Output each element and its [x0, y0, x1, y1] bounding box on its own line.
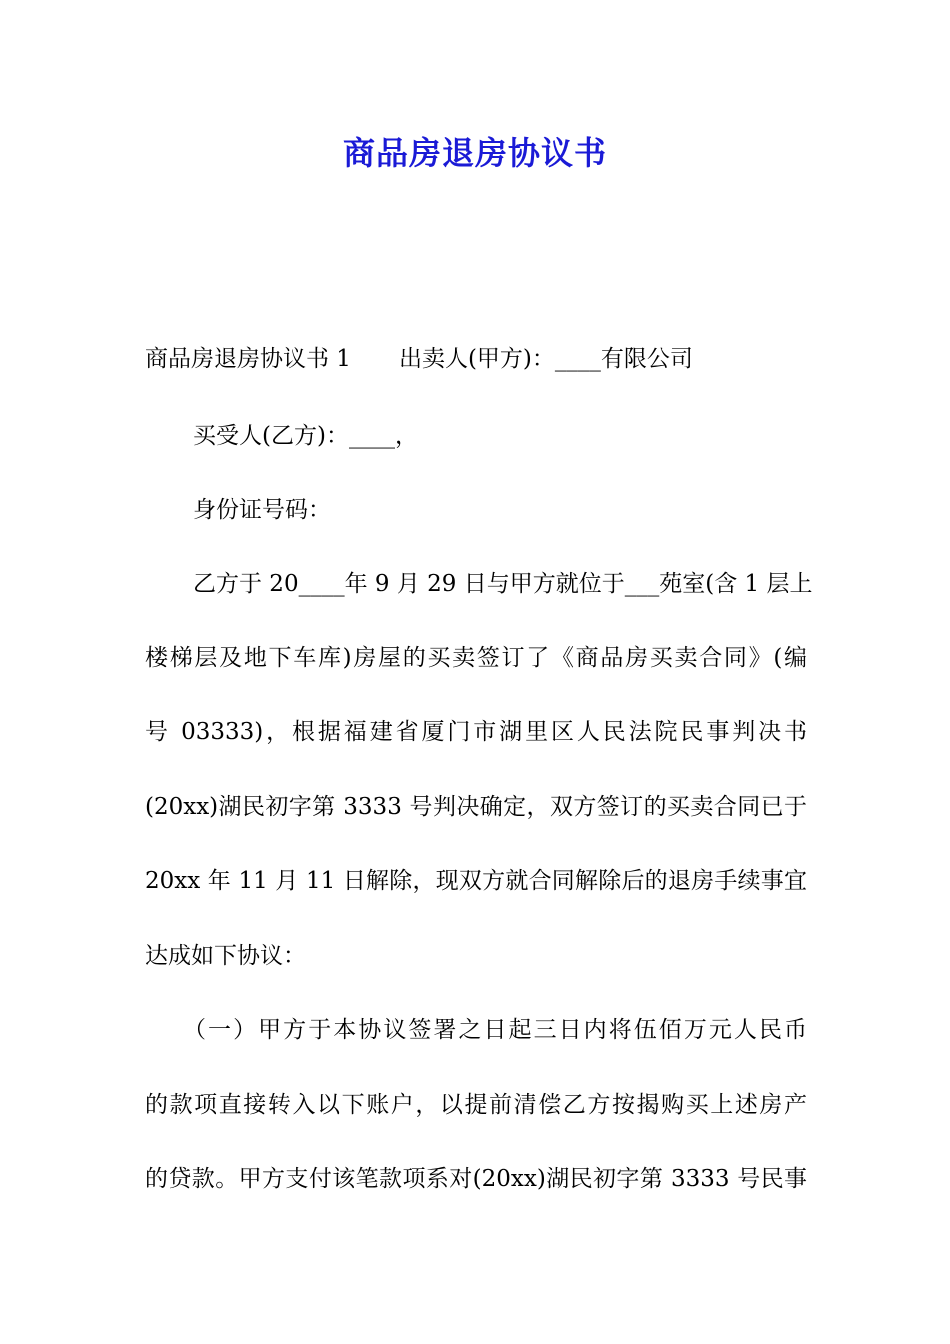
paragraph-line: 20xx 年 11 月 11 日解除，现双方就合同解除后的退房手续事宜: [145, 868, 807, 894]
paragraph-line: 号 03333)，根据福建省厦门市湖里区人民法院民事判决书: [145, 719, 807, 745]
header-line: [145, 339, 807, 379]
paragraph-line: (20xx)湖民初字第 3333 号判决确定，双方签订的买卖合同已于: [145, 794, 807, 820]
clause-line: 的贷款。甲方支付该笔款项系对(20xx)湖民初字第 3333 号民事: [145, 1166, 807, 1192]
paragraph-line: 乙方于 20____年 9 月 29 日与甲方就位于___苑室(含 1 层上: [193, 571, 813, 597]
paragraph-line: 楼梯层及地下车库)房屋的买卖签订了《商品房买卖合同》(编: [145, 645, 807, 671]
clause-line: （一）甲方于本协议签署之日起三日内将伍佰万元人民币: [183, 1017, 807, 1043]
document-title: 商品房退房协议书: [342, 134, 607, 172]
buyer-party: 买受人(乙方)：____，: [193, 423, 418, 449]
clause-line: 的款项直接转入以下账户，以提前清偿乙方按揭购买上述房产: [145, 1092, 807, 1118]
id-number-line: 身份证号码：: [193, 497, 331, 523]
seller-party: 出卖人(甲方)：____有限公司: [398, 346, 693, 372]
document-subtitle: 商品房退房协议书 1: [145, 346, 351, 372]
paragraph-line: 达成如下协议：: [145, 943, 306, 969]
